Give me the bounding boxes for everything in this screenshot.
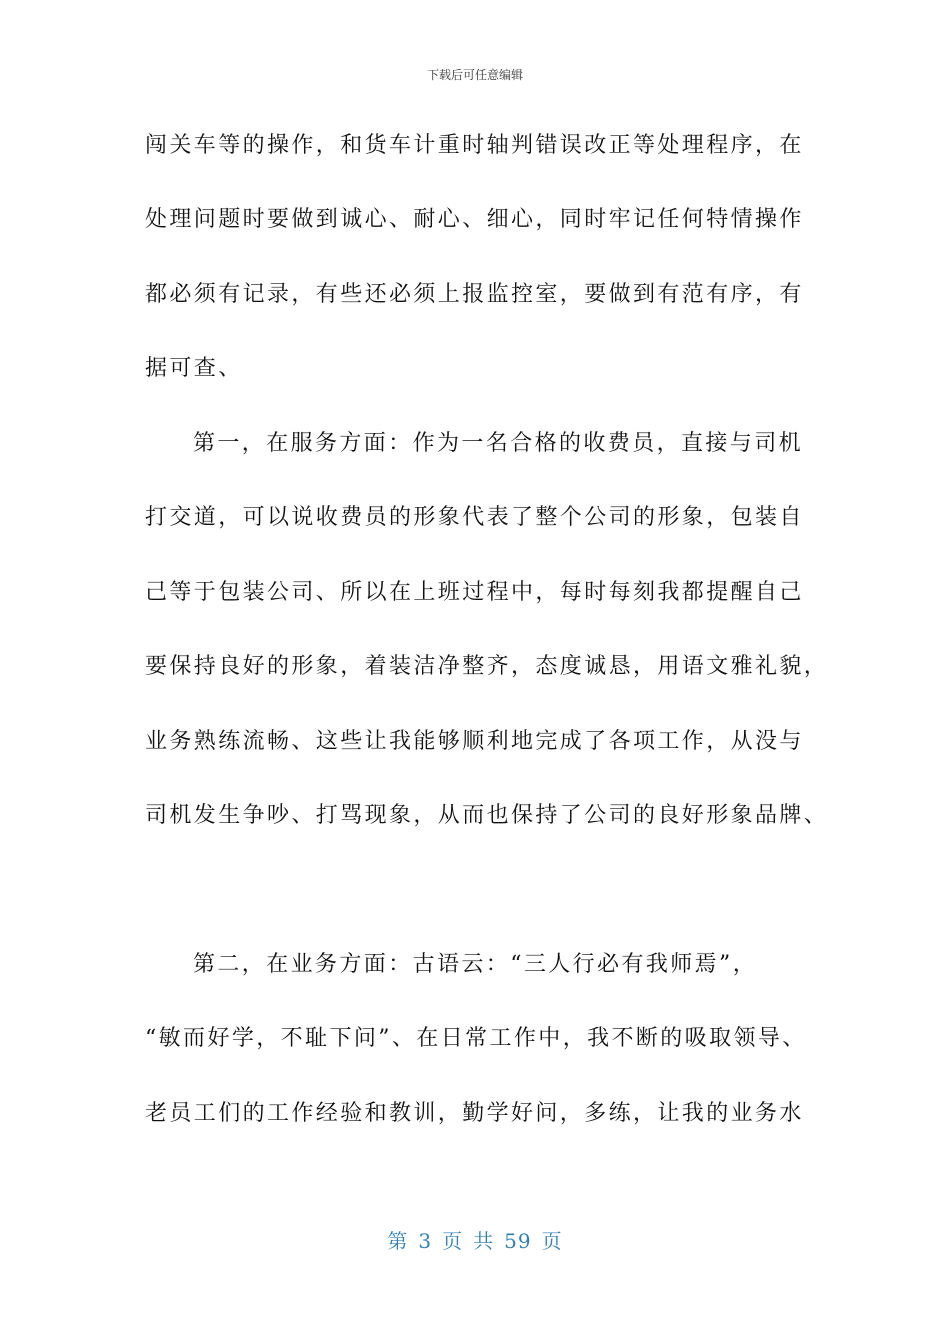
text-line: 业务熟练流畅、这些让我能够顺利地完成了各项工作，从没与 xyxy=(145,729,804,754)
text-line: 处理问题时要做到诚心、耐心、细心，同时牢记任何特情操作 xyxy=(145,207,804,232)
footer-ye: 页 xyxy=(442,1229,464,1253)
page-number: 3 xyxy=(418,1229,433,1253)
text-line: 第一，在服务方面：作为一名合格的收费员，直接与司机 xyxy=(193,431,804,456)
text-line: 闯关车等的操作，和货车计重时轴判错误改正等处理程序，在 xyxy=(145,133,804,158)
text-line: 都必须有记录，有些还必须上报监控室，要做到有范有序，有 xyxy=(145,282,804,307)
text-line: 老员工们的工作经验和教训，勤学好问，多练，让我的业务水 xyxy=(145,1101,804,1126)
text-line: 己等于包装公司、所以在上班过程中，每时每刻我都提醒自己 xyxy=(145,580,804,605)
text-line: “敏而好学，不耻下问”、在日常工作中，我不断的吸取领导、 xyxy=(145,1026,807,1051)
text-line: 打交道，可以说收费员的形象代表了整个公司的形象，包装自 xyxy=(145,505,804,530)
total-pages: 59 xyxy=(504,1229,532,1253)
text-line: 据可查、 xyxy=(145,356,243,381)
page-footer xyxy=(0,1225,950,1254)
text-line: 司机发生争吵、打骂现象，从而也保持了公司的良好形象品牌、 xyxy=(145,803,829,828)
page-header: 下载后可任意编辑 xyxy=(426,68,523,82)
text-line: 第二，在业务方面：古语云：“三人行必有我师焉”， xyxy=(193,952,758,977)
footer-di: 第 xyxy=(387,1229,409,1253)
footer-ye-2: 页 xyxy=(541,1229,563,1253)
text-line: 要保持良好的形象，着装洁净整齐，态度诚恳，用语文雅礼貌， xyxy=(145,654,829,679)
footer-gong: 共 xyxy=(473,1229,495,1253)
